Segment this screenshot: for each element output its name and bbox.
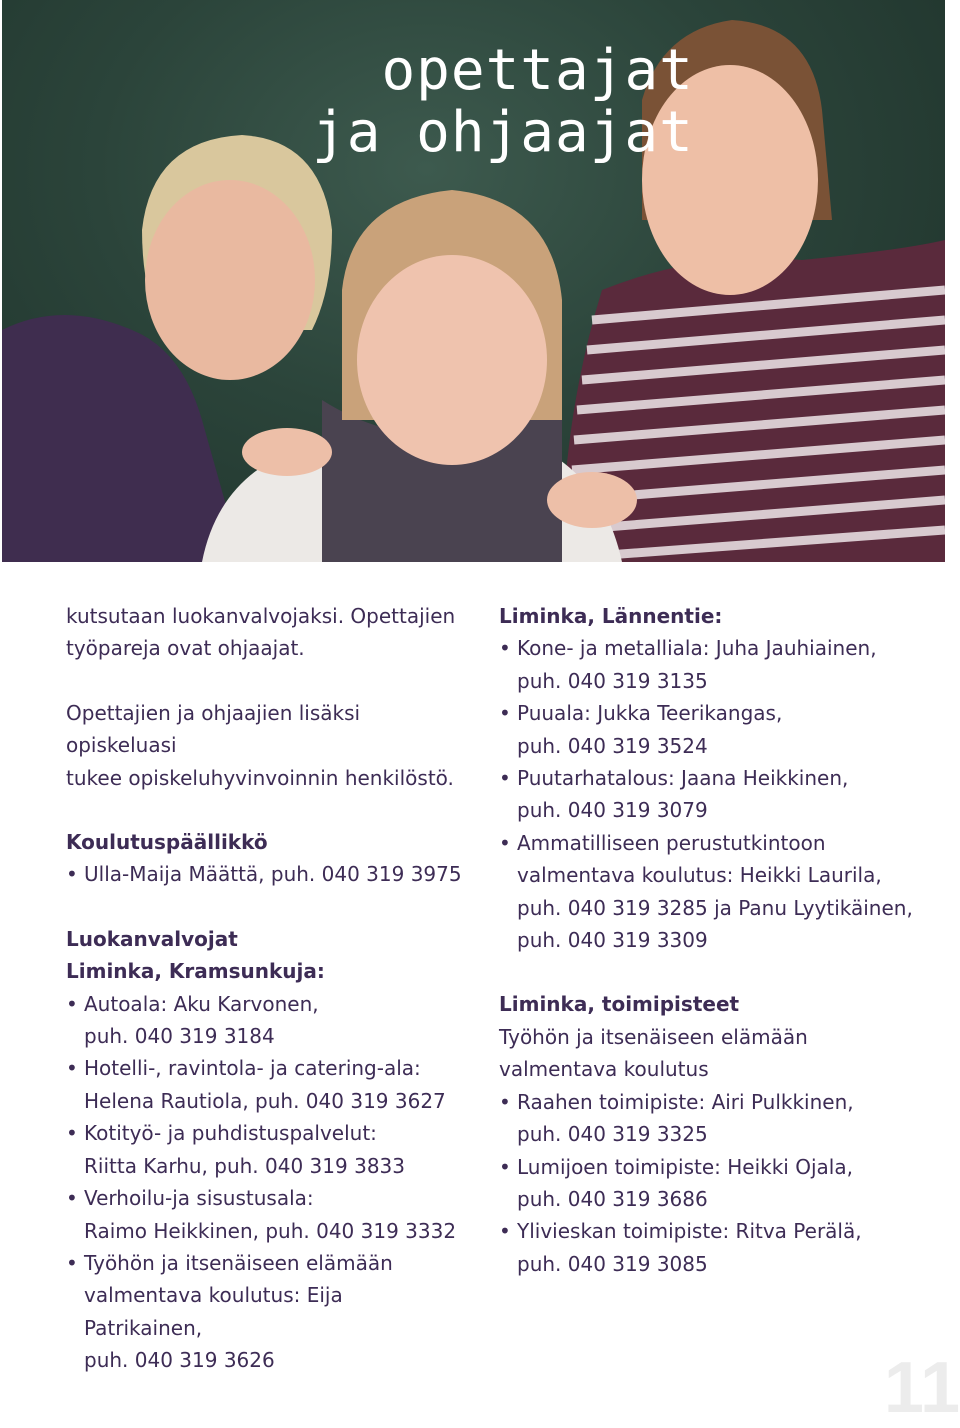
headline-line-1: opettajat bbox=[381, 38, 694, 103]
list-item-line: valmentava koulutus: Eija Patrikainen, bbox=[84, 1283, 343, 1340]
page-number: 11 bbox=[883, 1348, 960, 1428]
list-item-line: Kotityö- ja puhdistuspalvelut: bbox=[84, 1121, 377, 1146]
list-item bbox=[499, 1215, 919, 1280]
intro-line: Opettajien ja ohjaajien lisäksi opiskeluasi bbox=[66, 700, 361, 758]
list-item-line: Hotelli-, ravintola- ja catering-ala: bbox=[84, 1056, 421, 1081]
hand-left bbox=[242, 428, 332, 476]
intro-paragraph-2 bbox=[66, 697, 466, 794]
list-item-line: puh. 040 319 3626 bbox=[84, 1348, 275, 1373]
list-item bbox=[66, 988, 466, 1053]
list-item-line: puh. 040 319 3184 bbox=[84, 1024, 275, 1049]
list-item-line: puh. 040 319 3524 bbox=[517, 733, 708, 758]
list-item bbox=[499, 1151, 919, 1216]
section-heading-luokanvalvojat: Luokanvalvojat bbox=[66, 926, 238, 951]
intro-paragraph-1 bbox=[66, 600, 466, 665]
intro-line: työpareja ovat ohjaajat. bbox=[66, 636, 305, 661]
headline-line-2: ja ohjaajat bbox=[312, 100, 694, 165]
intro-line: Työhön ja itsenäiseen elämään bbox=[499, 1024, 808, 1049]
list-item: • Ulla-Maija Määttä, puh. 040 319 3975 bbox=[66, 858, 466, 890]
list-item bbox=[66, 1052, 466, 1117]
list-item-line: Puuala: Jukka Teerikangas, bbox=[517, 701, 783, 726]
list-item bbox=[499, 1086, 919, 1151]
left-column bbox=[66, 600, 466, 1377]
intro-line: kutsutaan luokanvalvojaksi. Opettajien bbox=[66, 604, 456, 628]
list-item bbox=[499, 827, 919, 957]
section-heading-toimipisteet: Liminka, toimipisteet bbox=[499, 992, 740, 1017]
right-column bbox=[499, 600, 919, 1280]
list-item-line: valmentava koulutus: Heikki Laurila, bbox=[517, 863, 882, 888]
list-item bbox=[66, 1117, 466, 1182]
photo-headline bbox=[312, 40, 694, 164]
list-item bbox=[499, 762, 919, 827]
list-item bbox=[66, 1182, 466, 1247]
list-item-line: puh. 040 319 3325 bbox=[517, 1122, 708, 1147]
list-item bbox=[66, 1247, 466, 1377]
list-item-line: Ammatilliseen perustutkintoon bbox=[517, 830, 826, 855]
list-item-line: puh. 040 319 3135 bbox=[517, 668, 708, 693]
list-item-line: puh. 040 319 3079 bbox=[517, 798, 708, 823]
list-item-line: puh. 040 319 3309 bbox=[517, 928, 708, 953]
list-item-line: puh. 040 319 3285 ja Panu Lyytikäinen, bbox=[517, 895, 913, 920]
hero-photo bbox=[2, 0, 945, 562]
list-item-line: Työhön ja itsenäiseen elämään bbox=[84, 1250, 393, 1275]
list-item-line: Raahen toimipiste: Airi Pulkkinen, bbox=[517, 1089, 854, 1114]
list-item bbox=[499, 697, 919, 762]
list-item-line: Kone- ja metalliala: Juha Jauhiainen, bbox=[517, 636, 877, 661]
list-item bbox=[499, 632, 919, 697]
location-heading: Liminka, Kramsunkuja: bbox=[66, 959, 325, 984]
list-item-line: Riitta Karhu, puh. 040 319 3833 bbox=[84, 1153, 405, 1178]
list-item-line: Helena Rautiola, puh. 040 319 3627 bbox=[84, 1088, 446, 1113]
hand-right bbox=[547, 472, 637, 528]
person-middle-face bbox=[357, 255, 547, 465]
offices-intro bbox=[499, 1021, 919, 1086]
list-item-line: Verhoilu-ja sisustusala: bbox=[84, 1186, 314, 1211]
list-item-line: puh. 040 319 3686 bbox=[517, 1186, 708, 1211]
location-heading: Liminka, Lännentie: bbox=[499, 604, 723, 628]
intro-line: valmentava koulutus bbox=[499, 1057, 709, 1082]
list-item-line: Ylivieskan toimipiste: Ritva Perälä, bbox=[517, 1219, 862, 1244]
person-left-face bbox=[145, 180, 315, 380]
list-item-line: Autoala: Aku Karvonen, bbox=[84, 991, 319, 1016]
section-heading-koulutuspaallikko: Koulutuspäällikkö bbox=[66, 830, 268, 855]
intro-line: tukee opiskeluhyvinvoinnin henkilöstö. bbox=[66, 765, 454, 790]
list-item-line: Lumijoen toimipiste: Heikki Ojala, bbox=[517, 1154, 853, 1179]
list-item-line: puh. 040 319 3085 bbox=[517, 1251, 708, 1276]
list-item-line: Raimo Heikkinen, puh. 040 319 3332 bbox=[84, 1218, 457, 1243]
list-item-line: Puutarhatalous: Jaana Heikkinen, bbox=[517, 766, 849, 791]
